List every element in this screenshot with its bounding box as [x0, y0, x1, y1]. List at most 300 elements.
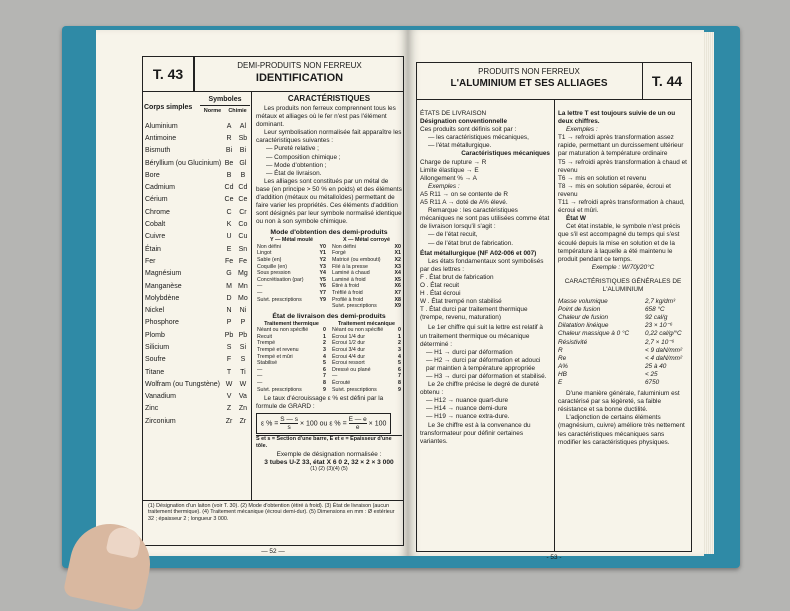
- table-row: [144, 157, 250, 169]
- table-row: [331, 257, 402, 264]
- row-code: 1: [323, 333, 326, 340]
- prop-label: Point de fusion: [558, 306, 601, 314]
- element-name: Nickel: [145, 307, 165, 315]
- table-row: [558, 355, 688, 363]
- row-label: Suivt. prescriptions: [332, 303, 377, 310]
- left-page-code: T. 43: [142, 56, 194, 92]
- element-norme: W: [225, 380, 233, 388]
- element-chimie: Si: [239, 343, 247, 351]
- element-name: Phosphore: [145, 319, 179, 327]
- premier-chiffre: Le 1er chiffre qui suit la lettre est relatif à un traitement thermique ou mécanique déterminé :: [420, 324, 543, 348]
- formula-x100-a: × 100: [299, 420, 318, 428]
- row-code: Y3: [319, 263, 326, 270]
- table-row: [144, 231, 250, 243]
- table-row: [256, 380, 327, 387]
- table-row: [331, 250, 402, 257]
- t-title: La lettre T est toujours suivie de un ou deux chiffres.: [558, 110, 676, 126]
- element-norme: V: [226, 393, 232, 401]
- prop-value: < 9 daN/mm²: [645, 346, 683, 354]
- remarque: Remarque : les caractéristiques mécaniques ne sont pas utilisées comme état de livraison lorsqu'il s'agit :: [420, 207, 550, 231]
- element-chimie: Bi: [239, 147, 247, 155]
- row-label: Dressé ou plané: [332, 366, 371, 373]
- row-label: Filé à la presse: [332, 263, 368, 270]
- row-label: Écroui 1/4 dur: [332, 333, 365, 340]
- table-row: [256, 250, 327, 257]
- element-name: Zinc: [145, 405, 159, 413]
- element-name: Wolfram (ou Tungstène): [145, 380, 220, 388]
- row-code: 0: [323, 327, 326, 334]
- lettres-list: [420, 274, 550, 323]
- table-row: [144, 329, 250, 341]
- element-name: Silicium: [145, 343, 170, 351]
- elements-rows: [144, 120, 250, 427]
- final-p1: D'une manière générale, l'aluminium est caractérisé par sa légèreté, sa faible résistance et sa bonne ductilité.: [558, 390, 680, 414]
- etats-title: ÉTATS DE LIVRAISON: [420, 110, 487, 117]
- table-row: [144, 403, 250, 415]
- element-name: Magnésium: [145, 270, 182, 278]
- h2-list: [420, 397, 550, 421]
- mode-y-table: [256, 244, 327, 303]
- table-row: [558, 314, 688, 322]
- table-row: [256, 354, 327, 361]
- left-footnote: (1) Désignation d'un laiton (voir T. 30). (2) Mode d'obtention (étiré à froid). (3) État de livraison (aucun traitement thermique). (4) Traitement mécanique (écroui demi-dur). (5) Dimensions en mm : Ø extérieur 32 ; épaisseur 2 ; longueur 3 000.: [148, 503, 395, 522]
- element-chimie: Va: [238, 393, 247, 401]
- row-code: 4: [323, 353, 326, 360]
- table-row: [144, 268, 250, 280]
- row-code: 6: [398, 366, 401, 373]
- table-row: [558, 347, 688, 355]
- row-code: X2: [394, 257, 401, 263]
- caract-p1: Les produits non ferreux comprennent tous les métaux et alliages où le fer n'est pas l'élément dominant.: [256, 105, 396, 129]
- row-code: 8: [323, 379, 326, 386]
- element-chimie: Ti: [240, 368, 246, 376]
- example-line: 3 tubes U-Z 33, état X 6 0 2, 32 × 2 × 3 000: [264, 459, 394, 467]
- row-code: X3: [394, 263, 401, 270]
- row-label: Trempé: [257, 340, 276, 347]
- row-label: Néant ou non spécifié: [257, 327, 309, 334]
- table-row: [331, 290, 402, 297]
- table-row: [144, 255, 250, 267]
- caract-p3: Les alliages sont constitués par un métal de base (en principe > 50 % en poids) et des éléments d'addition (métaux ou métalloïdes) permettant de faire varier les propriétés. Ces éléments d'addition sont désignés par leur symbole normalisé identique ou non à son symbole chimique.: [256, 177, 402, 226]
- list-item: — de l'état recuit,: [428, 231, 478, 239]
- row-label: Non défini: [257, 243, 281, 250]
- right-col-divider: [554, 100, 555, 552]
- row-code: X5: [394, 276, 401, 283]
- formula-ou: ou: [319, 420, 328, 428]
- table-row: [144, 243, 250, 255]
- table-row: [144, 280, 250, 292]
- prop-value: 2,7 × 10⁻⁶: [645, 338, 675, 346]
- mode-x-table: [331, 244, 402, 310]
- list-item: Charge de rupture → R: [420, 158, 487, 166]
- table-row: [256, 334, 327, 341]
- row-label: Écroui ressort: [332, 360, 365, 367]
- desig-p: Ces produits sont définis soit par :: [420, 126, 517, 134]
- prop-label: Masse volumique: [558, 298, 608, 306]
- element-norme: Fe: [224, 257, 234, 265]
- row-code: Y2: [319, 257, 326, 263]
- row-label: Concrétisation (par): [257, 276, 304, 283]
- row-label: Écroui 1/2 dur: [332, 340, 365, 347]
- table-row: [558, 339, 688, 347]
- element-name: Cérium: [145, 196, 168, 204]
- carmeca-title: Caractéristiques mécaniques: [461, 150, 550, 158]
- example-refs: (1) (2) (3)(4) (5): [310, 466, 348, 473]
- list-item: W . État trempé non stabilisé: [420, 298, 502, 306]
- list-item: T11 → refroidi après transformation à chaud, écroui et mûri.: [558, 199, 685, 215]
- list-item: — les caractéristiques mécaniques,: [428, 134, 529, 142]
- table-row: [256, 244, 327, 251]
- list-item: — de l'état brut de fabrication.: [428, 239, 514, 247]
- desig-list: [420, 134, 550, 150]
- etat-t-table: [256, 327, 327, 393]
- table-row: [558, 363, 688, 371]
- element-chimie: S: [240, 356, 246, 364]
- prop-label: Chaleur de fusion: [558, 314, 609, 322]
- col-chimie: Chimie: [228, 108, 247, 114]
- deuxieme-chiffre: Le 2e chiffre précise le degré de dureté obtenu :: [420, 381, 540, 397]
- row-label: —: [257, 283, 263, 290]
- element-name: Zirconium: [145, 417, 176, 425]
- right-page: [408, 30, 704, 561]
- etat-m-head: Traitement mécanique: [338, 320, 395, 327]
- row-code: 5: [398, 360, 401, 367]
- element-chimie: Cd: [238, 184, 248, 192]
- row-code: X4: [394, 270, 401, 277]
- ex1: A5 R11 → on se contente de R: [420, 190, 508, 198]
- list-item: — H14 → nuance demi-dure: [426, 405, 508, 413]
- row-label: —: [257, 379, 263, 386]
- row-code: 4: [398, 353, 401, 360]
- row-code: 5: [323, 360, 326, 367]
- row-code: X6: [394, 283, 401, 290]
- etat-title: État de livraison des demi-produits: [272, 312, 386, 320]
- element-chimie: Cr: [239, 208, 247, 216]
- caract-p2: Leur symbolisation normalisée fait apparaître les caractéristiques suivantes :: [256, 129, 402, 145]
- h-list: [420, 349, 550, 381]
- prop-value: 25 à 40: [645, 362, 667, 370]
- table-row: [144, 378, 250, 390]
- mode-x-head: X — Métal corroyé: [342, 237, 391, 244]
- list-item: — H2 → durci par déformation et adouci par maintien à température appropriée: [426, 356, 541, 372]
- row-code: X0: [394, 243, 401, 250]
- table-row: [256, 327, 327, 334]
- table-row: [256, 283, 327, 290]
- list-item: — Pureté relative ;: [266, 145, 319, 153]
- element-chimie: Sb: [238, 134, 248, 142]
- table-row: [331, 373, 402, 380]
- element-name: Vanadium: [145, 393, 177, 401]
- table-row: [144, 169, 250, 181]
- right-page-number: - 53 -: [546, 554, 562, 561]
- row-label: Sous pression: [257, 270, 291, 277]
- element-chimie: W: [239, 380, 247, 388]
- col-symboles: Symboles: [208, 96, 242, 103]
- table-row: [558, 298, 688, 306]
- list-item: T . État durci par traitement thermique (trempe, revenu, maturation): [420, 306, 528, 322]
- table-row: [331, 327, 402, 334]
- element-name: Antimoine: [145, 134, 177, 142]
- prop-value: 0,22 cal/g/°C: [645, 330, 682, 338]
- etat-tables: [256, 321, 402, 393]
- table-row: [144, 194, 250, 206]
- table-row: [144, 304, 250, 316]
- element-chimie: Al: [239, 122, 247, 130]
- list-item: T6 → mis en solution et revenu: [558, 174, 647, 182]
- table-row: [144, 181, 250, 193]
- table-row: [256, 367, 327, 374]
- elements-table: [144, 96, 250, 427]
- table-row: [144, 120, 250, 132]
- element-name: Fer: [145, 257, 156, 265]
- list-item: — Mode d'obtention ;: [266, 161, 327, 169]
- row-label: —: [257, 366, 263, 373]
- element-norme: A: [226, 122, 232, 130]
- row-code: Y6: [319, 283, 326, 290]
- row-label: Écrouté: [332, 379, 351, 386]
- element-norme: F: [226, 356, 232, 364]
- prop-label: Résistivité: [558, 338, 588, 346]
- prop-value: 2,7 kg/dm³: [645, 298, 676, 306]
- right-header-title: L'ALUMINIUM ET SES ALLIAGES: [450, 78, 608, 89]
- table-row: [331, 264, 402, 271]
- element-norme: Be: [224, 159, 234, 167]
- table-row: [331, 297, 402, 304]
- table-row: [256, 257, 327, 264]
- table-row: [256, 340, 327, 347]
- row-label: Profilé à froid: [332, 296, 364, 303]
- row-label: Sable (en): [257, 257, 282, 263]
- table-row: [558, 379, 688, 387]
- ex2: A5 R11 A → doté de A% élevé.: [420, 199, 508, 207]
- prop-value: 92 cal/g: [645, 314, 668, 322]
- table-row: [331, 244, 402, 251]
- mode-tables: [256, 237, 402, 309]
- mode-title: Mode d'obtention des demi-produits: [270, 229, 388, 237]
- element-chimie: Mn: [238, 282, 248, 290]
- element-norme: E: [226, 245, 232, 253]
- etat-t-head: Traitement thermique: [264, 320, 319, 327]
- row-label: Trempé et revenu: [257, 346, 299, 353]
- table-row: [256, 270, 327, 277]
- row-code: Y7: [319, 289, 326, 296]
- formula-note: S et s = Section d'une barre, E et e = Épaisseur d'une tôle.: [256, 435, 402, 449]
- table-row: [144, 366, 250, 378]
- list-item: — État de livraison.: [266, 169, 322, 177]
- mode-y-head: Y — Métal moulé: [269, 237, 314, 244]
- element-name: Cobalt: [145, 221, 166, 229]
- element-norme: N: [226, 307, 232, 315]
- list-item: T5 → refroidi après transformation à chaud et revenu: [558, 158, 687, 174]
- formula1-num: S — s: [280, 416, 298, 424]
- row-code: Y1: [319, 250, 326, 257]
- left-header-title: IDENTIFICATION: [255, 72, 344, 84]
- element-norme: S: [226, 343, 232, 351]
- element-norme: T: [226, 368, 232, 376]
- element-name: Soufre: [145, 356, 166, 364]
- table-row: [144, 145, 250, 157]
- element-norme: Ce: [224, 196, 234, 204]
- element-norme: Pb: [224, 331, 234, 339]
- left-col-divider: [251, 92, 252, 500]
- element-norme: M: [226, 282, 232, 290]
- element-name: Béryllium (ou Glucinium): [145, 159, 222, 167]
- element-norme: B: [226, 171, 232, 179]
- prop-value: 658 °C: [645, 306, 665, 314]
- left-page-number: — 52 —: [261, 548, 285, 555]
- etatw-ex: Exemple : W/70j/20°C: [591, 263, 655, 271]
- exemples-label: Exemples :: [428, 182, 460, 190]
- table-row: [144, 354, 250, 366]
- example-title: Exemple de désignation normalisée :: [276, 451, 382, 459]
- row-label: Trempé et mûri: [257, 353, 293, 360]
- element-norme: R: [226, 134, 232, 142]
- element-chimie: Co: [238, 221, 248, 229]
- left-header-sub: DEMI-PRODUITS NON FERREUX: [237, 61, 362, 70]
- prop-label: HB: [558, 370, 567, 378]
- prop-label: E: [558, 379, 563, 386]
- prop-label: R: [558, 346, 563, 354]
- col-corps: Corps simples: [144, 104, 193, 111]
- formula2-num: E — e: [348, 416, 367, 424]
- props-table: [558, 298, 688, 387]
- element-norme: Bi: [225, 147, 233, 155]
- row-code: Y0: [319, 243, 326, 250]
- row-code: 7: [323, 373, 326, 380]
- list-item: H . État écroui: [420, 290, 461, 298]
- row-code: Y9: [319, 296, 326, 303]
- footnote-divider: [142, 500, 404, 501]
- list-item: — H3 → durci par déformation et stabilisé.: [426, 373, 547, 380]
- element-norme: Z: [226, 405, 232, 413]
- list-item: — l'état métallurgique.: [428, 142, 492, 150]
- element-name: Étain: [145, 245, 161, 253]
- table-row: [256, 387, 327, 394]
- row-code: 7: [398, 373, 401, 380]
- element-chimie: B: [240, 171, 246, 179]
- element-norme: K: [226, 221, 232, 229]
- elements-table-head: [144, 96, 250, 120]
- element-norme: P: [226, 319, 232, 327]
- element-name: Plomb: [145, 331, 165, 339]
- row-code: 9: [398, 386, 401, 393]
- table-row: [331, 303, 402, 310]
- list-item: F . État brut de fabrication: [420, 273, 494, 281]
- formula1-den: s: [287, 424, 291, 432]
- col-norme: Norme: [203, 108, 222, 114]
- row-label: Écroui 3/4 dur: [332, 346, 365, 353]
- row-code: X7: [394, 289, 401, 296]
- row-label: Suivt. prescriptions: [257, 386, 302, 393]
- row-code: Y5: [319, 276, 326, 283]
- row-code: 3: [398, 346, 401, 353]
- row-code: 6: [323, 366, 326, 373]
- element-chimie: Sn: [238, 245, 248, 253]
- element-chimie: Gl: [239, 159, 247, 167]
- prop-label: Chaleur massique à 0 °C: [558, 330, 630, 338]
- list-item: T1 → refroidi après transformation assez rapide, permettant un durcissement ultérieur par maturation à température ordinaire: [558, 134, 684, 158]
- row-label: Forgé: [332, 250, 346, 257]
- table-row: [256, 347, 327, 354]
- row-label: Suivt. prescriptions: [257, 296, 302, 303]
- prop-value: < 25: [645, 370, 658, 378]
- element-chimie: Cu: [238, 233, 248, 241]
- table-row: [144, 132, 250, 144]
- grard-formula: [256, 413, 391, 434]
- etatmet-title: État métallurgique (NF A02-006 et 007): [420, 249, 537, 257]
- list-item: Limite élastique → E: [420, 166, 479, 174]
- table-row: [331, 367, 402, 374]
- table-row: [144, 317, 250, 329]
- row-code: 2: [398, 340, 401, 347]
- element-name: Manganèse: [145, 282, 182, 290]
- right-col-a: [420, 110, 550, 446]
- row-label: —: [257, 373, 263, 380]
- element-chimie: Mg: [238, 270, 248, 278]
- prop-value: 23 × 10⁻⁶: [645, 322, 673, 330]
- row-code: X1: [394, 250, 401, 257]
- left-text-column: [256, 94, 402, 473]
- table-row: [331, 347, 402, 354]
- element-chimie: Ce: [238, 196, 248, 204]
- table-row: [144, 292, 250, 304]
- row-code: Y4: [319, 270, 326, 277]
- list-item: — H12 → nuance quart-dure: [426, 397, 509, 405]
- element-name: Aluminium: [145, 122, 178, 130]
- formula2-den: e: [355, 424, 360, 432]
- row-code: 9: [323, 386, 326, 393]
- table-row: [331, 360, 402, 367]
- element-chimie: Mo: [238, 294, 248, 302]
- row-code: X9: [394, 303, 401, 310]
- table-row: [144, 218, 250, 230]
- row-label: Lingot: [257, 250, 272, 257]
- right-header-sub: PRODUITS NON FERREUX: [478, 67, 580, 76]
- element-name: Bore: [145, 171, 160, 179]
- row-label: —: [332, 373, 338, 380]
- element-name: Titane: [145, 368, 165, 376]
- table-row: [331, 340, 402, 347]
- table-row: [256, 264, 327, 271]
- caract-title: CARACTÉRISTIQUES: [287, 94, 371, 103]
- table-row: [331, 380, 402, 387]
- list-item: — Composition chimique ;: [266, 153, 341, 161]
- element-chimie: Zn: [238, 405, 247, 413]
- desig-title: Désignation conventionnelle: [420, 118, 507, 126]
- table-row: [256, 360, 327, 367]
- remarque-list: [420, 231, 550, 247]
- prop-label: Re: [558, 354, 567, 362]
- table-row: [558, 330, 688, 338]
- element-name: Cuivre: [145, 233, 166, 241]
- table-row: [331, 283, 402, 290]
- element-name: Cadmium: [145, 184, 175, 192]
- table-row: [144, 341, 250, 353]
- row-label: Écroui 4/4 dur: [332, 353, 365, 360]
- etatw-title: État W: [566, 215, 586, 223]
- etatmet-p: Les états fondamentaux sont symbolisés par des lettres :: [420, 257, 544, 273]
- row-code: 2: [323, 340, 326, 347]
- table-row: [331, 270, 402, 277]
- row-label: Étiré à froid: [332, 283, 360, 290]
- table-row: [144, 206, 250, 218]
- element-norme: U: [226, 233, 232, 241]
- caract-list: [256, 145, 402, 177]
- right-col-b: [558, 110, 688, 447]
- row-label: —: [257, 289, 263, 296]
- element-norme: G: [226, 270, 232, 278]
- t-exemples: Exemples :: [566, 126, 598, 134]
